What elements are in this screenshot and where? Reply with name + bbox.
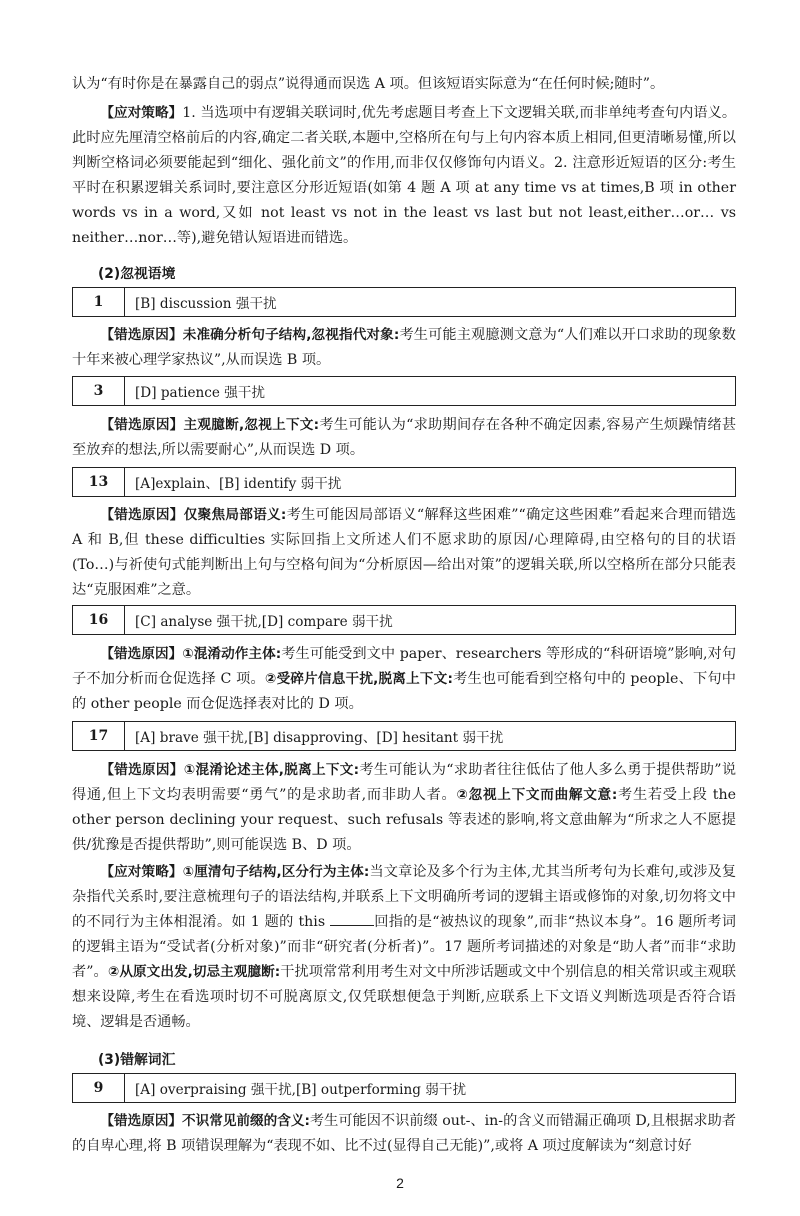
item-box-16 [72, 605, 736, 635]
item-number: 13 [73, 468, 125, 496]
item-number: 3 [73, 377, 125, 405]
item-option: [B] discussion 强干扰 [135, 296, 277, 312]
error-reason-13: 【错选原因】仅聚焦局部语义:考生可能因局部语义“解释这些困难”“确定这些困难”看起来合理而错选 A 和 B,但 these difficulties 实际回指上文所述人们不愿求助的原因/心理障碍,由空格句的目的状语(To…)与祈使句式能判断出上句与空格句间为“分析原因—给出对策”的逻辑关联,所以空格所在部分只能表达“克服困难”之意。 [72, 507, 737, 598]
error-reason-9: 【错选原因】不识常见前缀的含义:考生可能因不识前缀 out-、in-的含义而错漏正确项 D,且根据求助者的自卑心理,将 B 项错误理解为“表现不如、比不过(显得自己无能)”,或将 A 项过度解读为“刻意讨好 [72, 1113, 737, 1154]
strategy-paragraph-1: 【应对策略】1. 当选项中有逻辑关联词时,优先考虑题目考查上下文逻辑关联,而非单纯考查句内语义。此时应先厘清空格前后的内容,确定二者关联,本题中,空格所在句与上句内容本质上相同,但更清晰易懂,所以判断空格词必须要能起到“细化、强化前文”的作用,而非仅仅修饰句内语义。2. 注意形近短语的区分:考生平时在积累逻辑关系词时,要注意区分形近短语(如第 4 题 A 项 at any time vs at times,B 项 in other words vs in a word,又如 not least vs not in the least vs last but not least,either…or… vs neither…nor…等),避免错认短语进而错选。 [72, 105, 737, 246]
item-option: [A] brave 强干扰,[B] disapproving、[D] hesitant 弱干扰 [135, 730, 504, 746]
intro-paragraph: 认为“有时你是在暴露自己的弱点”说得通而误选 A 项。但该短语实际意为“在任何时候;随时”。 [72, 76, 665, 92]
item-box-1 [72, 287, 736, 317]
section-heading-context: (2)忽视语境 [98, 266, 176, 282]
item-box-3 [72, 376, 736, 406]
error-reason-16: 【错选原因】①混淆动作主体:考生可能受到文中 paper、researchers 等形成的“科研语境”影响,对句子不加分析而仓促选择 C 项。②受碎片信息干扰,脱离上下文:考生也可能看到空格句中的 people、下句中的 other people 而仓促选择表对比的 D 项。 [72, 646, 737, 712]
item-box-13 [72, 467, 736, 497]
item-number: 16 [73, 606, 125, 634]
blank-line [330, 911, 374, 926]
item-box-17 [72, 721, 736, 751]
item-box-9 [72, 1073, 736, 1103]
item-option: [A]explain、[B] identify 弱干扰 [135, 476, 342, 492]
item-option: [D] patience 强干扰 [135, 385, 266, 401]
item-number: 1 [73, 288, 125, 316]
page-number: 2 [396, 1175, 404, 1191]
strategy-label: 【应对策略】 [100, 105, 183, 121]
error-reason-1: 【错选原因】未准确分析句子结构,忽视指代对象:考生可能主观臆测文意为“人们难以开口求助的现象数十年来被心理学家热议”,从而误选 B 项。 [72, 327, 736, 368]
section-heading-vocabulary: (3)错解词汇 [98, 1052, 176, 1068]
item-option: [C] analyse 强干扰,[D] compare 弱干扰 [135, 614, 393, 630]
error-reason-17: 【错选原因】①混淆论述主体,脱离上下文:考生可能认为“求助者往往低估了他人多么勇于提供帮助”说得通,但上下文均表明需要“勇气”的是求助者,而非助人者。②忽视上下文而曲解文意:考生若受上段 the other person declining your request、such refusals 等表述的影响,将文意曲解为“所求之人不愿提供/犹豫是否提供帮助”,则可能误选 B、D 项。 [72, 762, 737, 853]
item-number: 17 [73, 722, 125, 750]
item-number: 9 [73, 1074, 125, 1102]
item-option: [A] overpraising 强干扰,[B] outperforming 弱干扰 [135, 1082, 467, 1098]
strategy-paragraph-2: 【应对策略】①厘清句子结构,区分行为主体:当文章论及多个行为主体,尤其当所考句为长难句,或涉及复杂指代关系时,要注意梳理句子的语法结构,并联系上下文明确所考词的逻辑主语或修饰的对象,切勿将文中的不同行为主体相混淆。如 1 题的 this 回指的是“被热议的现象”,而非“热议本身”。16 题所考词的逻辑主语为“受试者(分析对象)”而非“研究者(分析者)”。17 题所考词描述的对象是“助人者”而非“求助者”。②从原文出发,切忌主观臆断:干扰项常常利用考生对文中所涉话题或文中个别信息的相关常识或主观联想来设障,考生在看选项时切不可脱离原文,仅凭联想便急于判断,应联系上下文语义判断选项是否符合语境、逻辑是否通畅。 [72, 864, 737, 1030]
error-reason-3: 【错选原因】主观臆断,忽视上下文:考生可能认为“求助期间存在各种不确定因素,容易产生烦躁情绪甚至放弃的想法,所以需要耐心”,从而误选 D 项。 [72, 417, 737, 458]
